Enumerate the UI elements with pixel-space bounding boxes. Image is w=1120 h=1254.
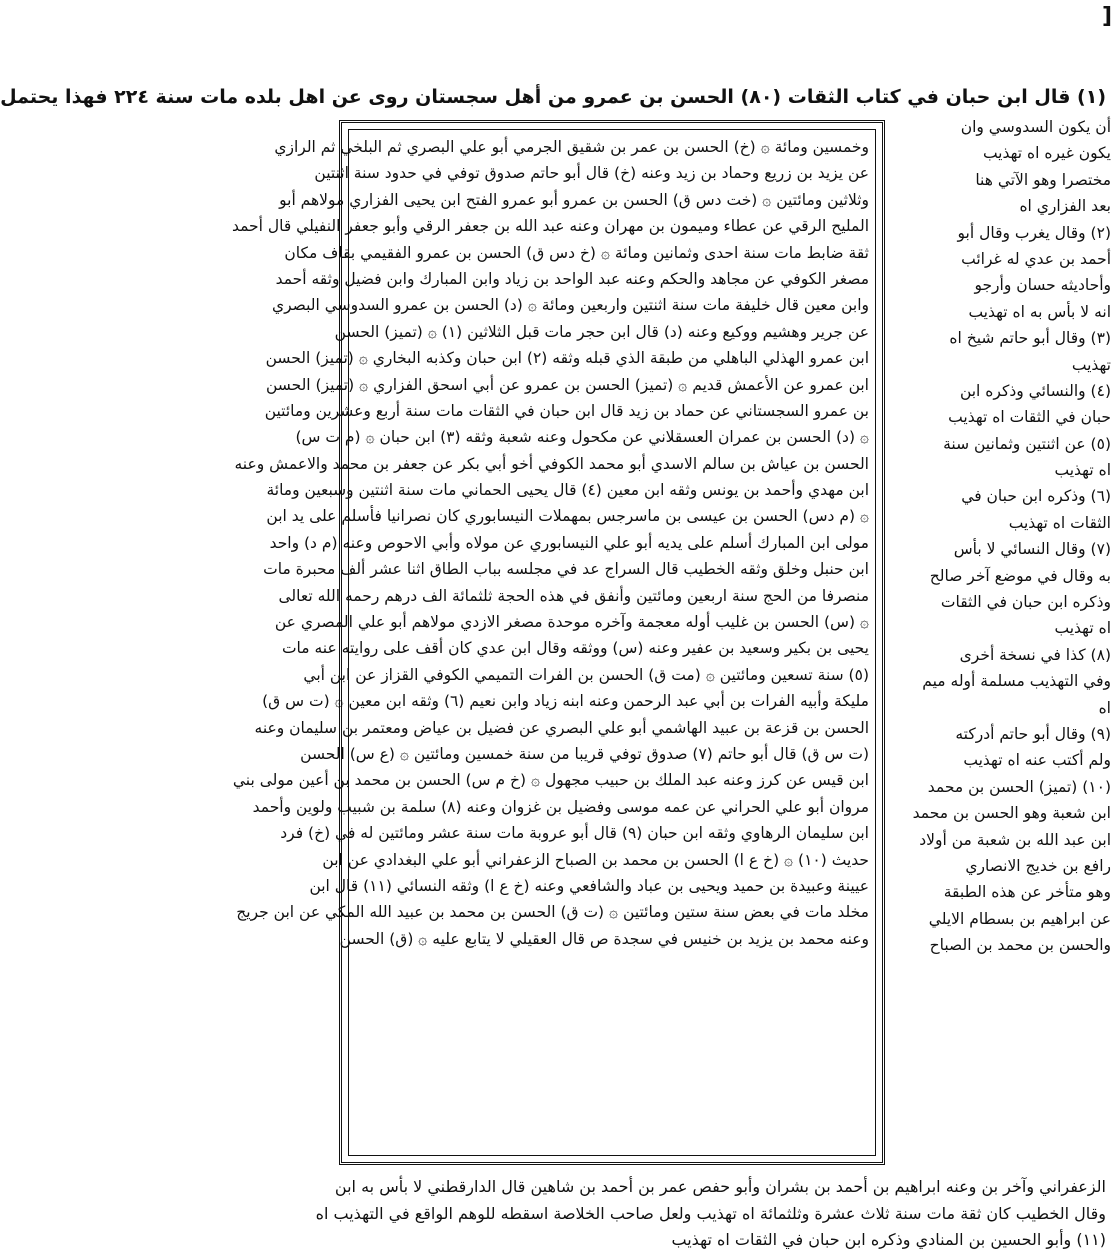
margin-footnote-line: ولم أكتب عنه اه تهذيب xyxy=(963,751,1111,770)
main-text-line: مصغر الكوفي عن مجاهد والحكم وعنه عبد الواحد بن زياد وابن المبارك وابن فضيل وثقه أحمد xyxy=(275,269,869,288)
main-text-line: (٥) سنة تسعين ومائتين ۞ (مت ق) الحسن بن الفرات التميمي الكوفي القزاز عن ابن أبي xyxy=(303,665,869,684)
main-text-line: (ت س ق) قال أبو حاتم (٧) صدوق توفي قريبا من سنة خمسين ومائتين ۞ (ع س) الحسن xyxy=(300,744,869,763)
margin-footnote-line: بعد الفزاري اه xyxy=(1019,197,1111,216)
main-text-line: يحيى بن بكير وسعيد بن عفير وعنه (س) ووثقه وقال ابن عدي كان أقف على روايته عنه مات xyxy=(281,639,869,658)
bottom-footnote-line: الزعفراني وآخر بن وعنه ابراهيم بن أحمد بن بشران وأبو حفص عمر بن أحمد بن شاهين قال الدارقطني لا بأس به ابن xyxy=(334,1177,1106,1196)
main-text-line: مولى ابن المبارك أسلم على يديه أبو علي النيسابوري عن مولاه وأبي الاحوص وعنه (م د) واحد xyxy=(269,533,869,552)
main-text-line: وخمسين ومائة ۞ (خ) الحسن بن عمر بن شقيق الجرمي أبو علي البصري ثم البلخي ثم الرازي xyxy=(274,138,869,156)
header-footnote-line: (١) قال ابن حبان في كتاب الثقات (٨٠) الحسن بن عمرو من أهل سجستان روى عن اهل بلده مات سنة ٢٢٤ فهذا يحتمل xyxy=(0,86,1106,108)
main-text-frame xyxy=(231,120,885,1165)
margin-footnote-line: وفي التهذيب مسلمة أوله ميم xyxy=(922,672,1111,691)
corner-mark: ] xyxy=(1101,4,1112,29)
margin-footnote-line: اه xyxy=(1098,698,1111,717)
main-text-line: ابن عمرو الهذلي الباهلي من طبقة الذي قبله وثقه (٢) ابن حبان وكذبه البخاري ۞ (تميز) الحسن xyxy=(265,349,869,368)
margin-footnote-line: (٩) وقال أبو حاتم أدركته xyxy=(955,724,1111,743)
main-text xyxy=(231,130,875,952)
main-text-line: منصرفا من الحج سنة اربعين ومائتين وأنفق في هذه الحجة ثلثمائة الف درهم رحمه الله تعالى xyxy=(278,586,869,605)
main-text-inner-border xyxy=(231,129,876,1156)
margin-footnote-line: ابن عبد الله بن شعبة من أولاد xyxy=(919,830,1111,849)
margin-footnote-line: (٢) وقال يغرب وقال أبو xyxy=(957,223,1111,242)
margin-footnote-line: الثقات اه تهذيب xyxy=(1008,513,1111,532)
main-text-line: عيينة وعبيدة بن حميد ويحيى بن عباد والشافعي وعنه (خ ع ا) وثقه النسائي (١١) قال ابن xyxy=(309,876,869,895)
main-text-line: حديث (١٠) ۞ (خ ع ا) الحسن بن محمد بن الصباح الزعفراني أبو علي البغدادي عن ابن xyxy=(322,850,869,869)
margin-footnote-line: أن يكون السدوسي وان xyxy=(960,118,1111,136)
margin-footnote-line: اه تهذيب xyxy=(1054,619,1111,638)
main-text-line: ۞ (م دس) الحسن بن عيسى بن ماسرجس بمهملات النيسابوري كان نصرانيا فأسلم على يد ابن xyxy=(266,507,869,526)
margin-footnote-line: رافع بن خديج الانصاري xyxy=(965,856,1111,875)
margin-footnote-line: (٤) والنسائي وذكره ابن xyxy=(959,381,1111,400)
main-text-line: وابن معين قال خليفة مات سنة اثنتين واربعين ومائة ۞ (د) الحسن بن عمرو السدوسي البصري xyxy=(271,296,869,315)
margin-footnote-line: وهو متأخر عن هذه الطبقة xyxy=(943,883,1111,902)
main-text-line: مليكة وأبيه الفرات بن أبي عبد الرحمن وعنه ابنه زياد وابن نعيم (٦) وثقه ابن معين ۞ (ت س ق) xyxy=(262,692,869,711)
margin-footnote-line: اه تهذيب xyxy=(1054,461,1111,480)
main-text-line: مروان أبو علي الحراني عن عمه موسى وفضيل بن غزوان وعنه (٨) سلمة بن شبيب ولوين وأحمد xyxy=(252,797,869,816)
margin-footnote-line: وأحاديثه حسان وأرجو xyxy=(974,276,1111,295)
main-text-line: ابن عمرو عن الأعمش قديم ۞ (تميز) الحسن بن عمرو عن أبي اسحق الفزاري ۞ (تميز) الحسن xyxy=(265,375,869,394)
margin-footnote-line: عن ابراهيم بن بسطام الايلي xyxy=(928,909,1111,928)
margin-footnote-line: انه لا بأس به اه تهذيب xyxy=(968,302,1111,321)
margin-footnote-line: والحسن بن محمد بن الصباح xyxy=(929,936,1111,955)
margin-footnote-line: (١٠) (تميز) الحسن بن محمد xyxy=(927,777,1111,796)
main-text-line: عن جرير وهشيم ووكيع وعنه (د) قال ابن حجر مات قبل الثلاثين (١) ۞ (تميز) الحسن xyxy=(334,322,869,341)
main-text-line: ثقة ضابط مات سنة احدى وثمانين ومائة ۞ (خ دس ق) الحسن بن عمرو الفقيمي بقاف مكان xyxy=(284,243,869,262)
main-text-line: المليح الرقي عن عطاء وميمون بن مهران وعنه عبد الله بن جعفر الرقي وأبو جعفر النفيلي قال أحمد xyxy=(231,217,869,236)
bottom-footnote-line: وقال الخطيب كان ثقة مات سنة ثلاث عشرة وثلثمائة اه تهذيب ولعل صاحب الخلاصة اسقطه للوهم الواقع في التهذيب اه xyxy=(315,1203,1106,1223)
main-text-line: وعنه محمد بن يزيد بن خنيس في سجدة ص قال العقيلي لا يتابع عليه ۞ (ق) الحسن xyxy=(339,929,869,948)
main-text-line: ۞ (د) الحسن بن عمران العسقلاني عن مكحول وعنه شعبة وثقه (٣) ابن حبان ۞ (م ت س) xyxy=(295,428,869,447)
bottom-footnote-line: (١١) وأبو الحسين بن المنادي وذكره ابن حبان في الثقات اه تهذيب xyxy=(671,1230,1106,1249)
main-text-line: ابن سليمان الرهاوي وثقه ابن حبان (٩) قال أبو عروبة مات سنة عشر ومائتين له في (خ) فرد xyxy=(280,824,869,843)
margin-footnote-line: به وقال في موضع آخر صالح xyxy=(929,566,1111,585)
margin-footnote-line: ابن شعبة وهو الحسن بن محمد xyxy=(912,804,1111,823)
bottom-footnotes xyxy=(301,1174,1106,1254)
main-text-line: ۞ (س) الحسن بن غليب أوله معجمة وآخره موحدة مصغر الازدي مولاهم أبو علي المصري عن xyxy=(274,613,869,632)
margin-footnotes xyxy=(891,114,1115,1174)
margin-footnote-line: مختصرا وهو الآتي هنا xyxy=(975,170,1111,189)
margin-footnote-line: (٧) وقال النسائي لا بأس xyxy=(953,540,1111,559)
main-text-line: مخلد مات في بعض سنة ستين ومائتين ۞ (ت ق) الحسن بن محمد بن عبيد الله المكي عن ابن جريج xyxy=(236,903,869,922)
margin-footnote-line: حبان في الثقات اه تهذيب xyxy=(948,408,1111,427)
margin-footnote-line: تهذيب xyxy=(1071,355,1111,374)
main-text-line: ابن مهدي وأحمد بن يونس وثقه ابن معين (٤) قال يحيى الحماني مات سنة اثنتين وسبعين ومائة xyxy=(266,481,869,500)
main-text-line: الحسن بن قزعة بن عبيد الهاشمي أبو علي البصري عن فضيل بن عياض ومعتمر بن سليمان وعنه xyxy=(254,718,869,737)
margin-footnote-line: (٥) عن اثنتين وثمانين سنة xyxy=(943,434,1111,453)
main-text-line: وثلاثين ومائتين ۞ (خت دس ق) الحسن بن عمرو أبو عمرو الفتح ابن يحيى الفزاري مولاهم أبو xyxy=(279,190,869,209)
margin-footnote-line: (٨) كذا في نسخة أخرى xyxy=(959,645,1111,664)
main-text-line: الحسن بن عياش بن سالم الاسدي أبو محمد الكوفي أخو أبي بكر عن جعفر بن محمد والاعمش وعنه xyxy=(234,454,869,473)
margin-footnote-line: (٦) وذكره ابن حبان في xyxy=(961,487,1111,506)
main-text-line: عن يزيد بن زريع وحماد بن زيد وعنه (خ) قال أبو حاتم صدوق توفي في حدود سنة اثنتين xyxy=(314,164,869,183)
main-text-line: ابن قيس عن كرز وعنه عبد الملك بن حبيب مجهول ۞ (خ م س) الحسن بن محمد بن أعين مولى بني xyxy=(232,771,869,790)
margin-footnote-line: وذكره ابن حبان في الثقات xyxy=(940,593,1111,612)
margin-footnote-line: أحمد بن عدي له غرائب xyxy=(961,249,1111,268)
margin-footnote-line: يكون غيره اه تهذيب xyxy=(982,144,1111,163)
margin-footnote-line: (٣) وقال أبو حاتم شيخ اه xyxy=(949,329,1111,348)
main-text-line: بن عمرو السجستاني عن حماد بن زيد قال ابن حبان في الثقات مات سنة أربع وعشرين ومائتين xyxy=(264,401,869,420)
main-text-line: ابن حنبل وخلق وثقه الخطيب قال السراج عد في مجلسه بباب الطاق اثنا عشر ألف محبرة مات xyxy=(263,560,869,579)
